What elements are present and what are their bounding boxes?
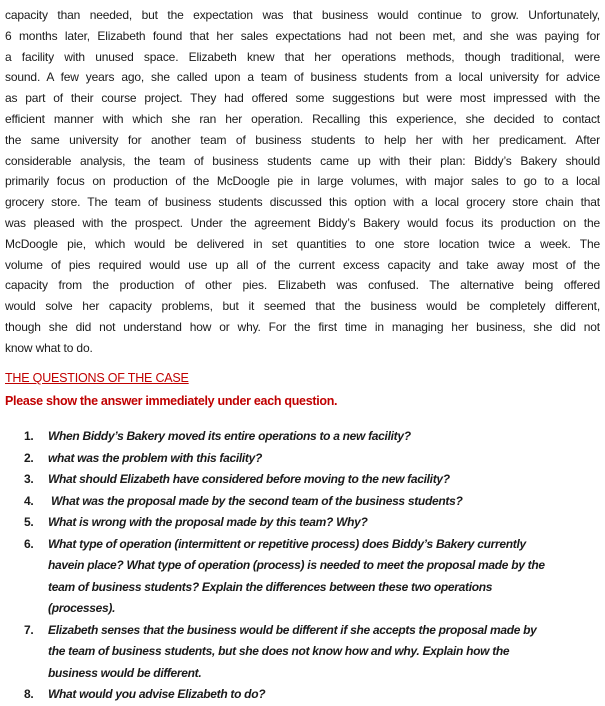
- question-text: havein place? What type of operation (process) is needed to meet the proposal made by the: [48, 558, 545, 572]
- question-text: What type of operation (intermittent or repetitive process) does Biddy’s Bakery currently: [48, 536, 526, 551]
- paragraph-line: sound. A few years ago, she called upon a team of business students from a local university for advice: [5, 70, 600, 85]
- paragraph-line: the same university for another team of business students to help her with her predicament. After: [5, 132, 600, 147]
- question-number: 7.: [24, 622, 34, 637]
- question-item: [0, 684, 605, 706]
- paragraph-line: 6 months later, Elizabeth found that her sales expectations had not been met, and she was paying for: [5, 28, 600, 43]
- paragraph-line: McDoogle pie, which would be delivered in set quantities to one store location twice a week. The: [5, 236, 600, 251]
- question-text: business would be different.: [48, 665, 202, 680]
- question-text: (processes).: [48, 601, 116, 615]
- question-number: 4.: [24, 493, 34, 508]
- question-text: What was the proposal made by the second team of the business students?: [48, 493, 463, 508]
- question-number: 5.: [24, 515, 34, 529]
- paragraph-line: capacity from the production of other pies. Elizabeth was confused. The alternative being offered: [5, 278, 600, 293]
- paragraph-line: volume of pies required would use up all of the current excess capacity and take away most of the: [5, 257, 600, 272]
- questions-list: [0, 426, 605, 706]
- question-item: [0, 491, 605, 513]
- paragraph-line: would solve her capacity problems, but it seemed that the business would be completely different,: [5, 299, 600, 314]
- case-paragraph: [5, 5, 600, 359]
- instruction-text: Please show the answer immediately under each question.: [5, 394, 338, 408]
- paragraph-line: considerable analysis, the team of business students came up with their plan: Biddy’s Bakery should: [5, 153, 600, 168]
- question-item: [0, 620, 605, 685]
- question-item: [0, 512, 605, 534]
- paragraph-line: was pleased with the prospect. Under the agreement Biddy’s Bakery would focus its production on the: [5, 215, 600, 230]
- question-item: [0, 534, 605, 620]
- question-number: 8.: [24, 687, 34, 701]
- paragraph-line: grocery store. The team of business students discussed this option with a local grocery store chain that: [5, 195, 600, 210]
- paragraph-line: as part of their course project. They had offered some suggestions but were most impressed with the: [5, 91, 600, 106]
- question-number: 6.: [24, 536, 34, 551]
- question-item: [0, 448, 605, 470]
- question-text: When Biddy’s Bakery moved its entire operations to a new facility?: [48, 429, 411, 443]
- questions-heading: THE QUESTIONS OF THE CASE: [5, 371, 189, 385]
- paragraph-line: efficient manner with which she ran her operation. Recalling this experience, she decided to contact: [5, 111, 600, 126]
- paragraph-line: know what to do.: [5, 340, 93, 355]
- question-item: [0, 426, 605, 448]
- paragraph-line: though she did not understand how or why. For the first time in managing her business, she did not: [5, 319, 600, 334]
- question-text: the team of business students, but she does not know how and why. Explain how the: [48, 644, 510, 658]
- question-text: What would you advise Elizabeth to do?: [48, 687, 266, 701]
- paragraph-line: primarily focus on production of the McDoogle pie in large volumes, with major sales to go to a local: [5, 174, 600, 189]
- question-text: what was the problem with this facility?: [48, 450, 263, 465]
- paragraph-line: a facility with unused space. Elizabeth knew that her operations methods, though traditional, were: [5, 49, 600, 64]
- question-number: 2.: [24, 450, 34, 465]
- question-item: [0, 469, 605, 491]
- question-text: What should Elizabeth have considered before moving to the new facility?: [48, 472, 450, 486]
- question-text: team of business students? Explain the differences between these two operations: [48, 579, 493, 594]
- question-text: Elizabeth senses that the business would be different if she accepts the proposal made by: [48, 622, 537, 637]
- question-text: What is wrong with the proposal made by this team? Why?: [48, 515, 368, 529]
- question-number: 1.: [24, 429, 34, 443]
- paragraph-line: capacity than needed, but the expectation was that business would continue to grow. Unfortunately,: [5, 8, 600, 22]
- question-number: 3.: [24, 472, 34, 486]
